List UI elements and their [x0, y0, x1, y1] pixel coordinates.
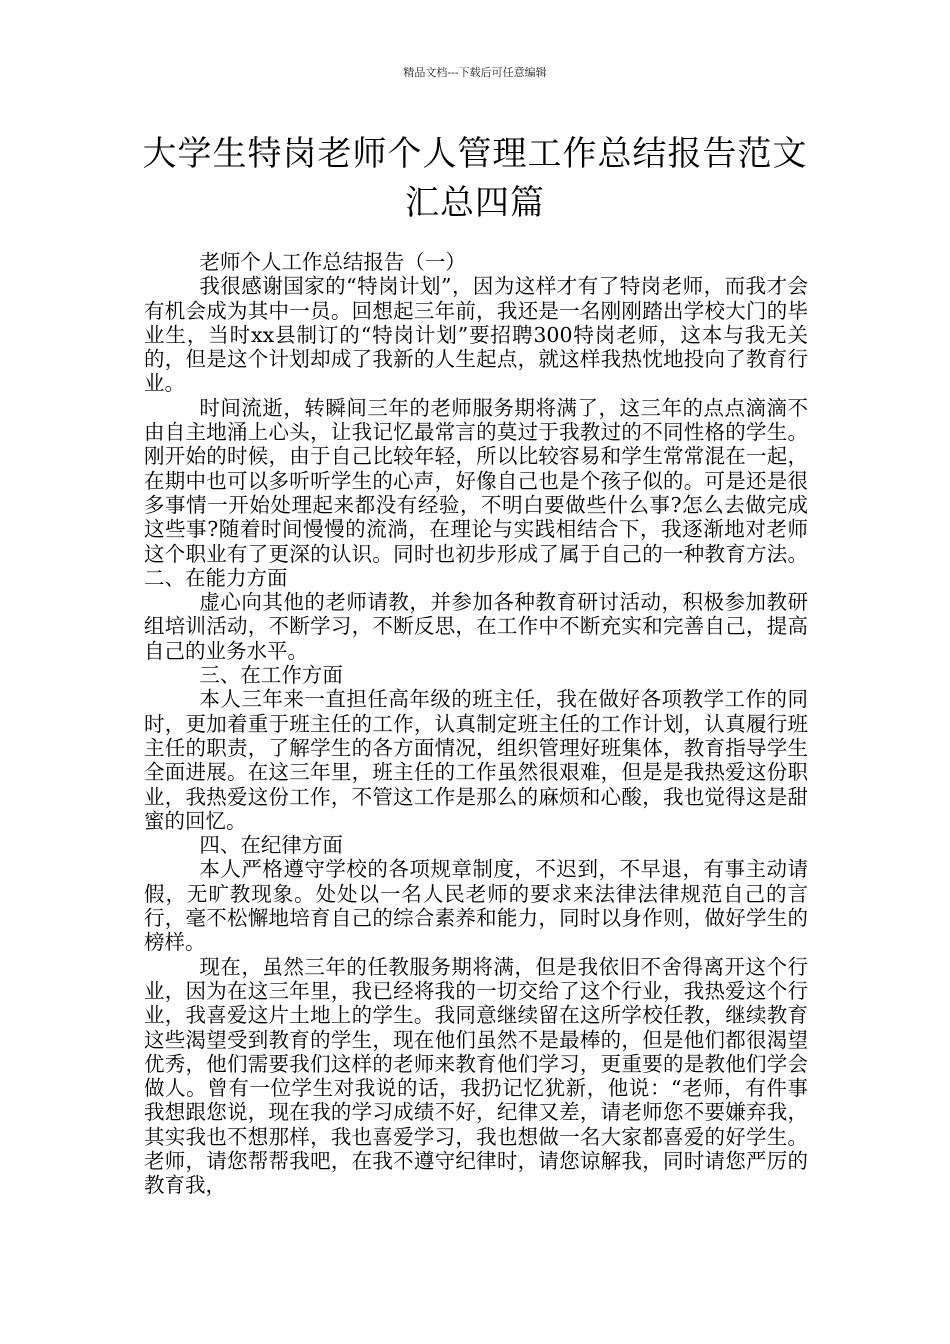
paragraph: 虚心向其他的老师请教，并参加各种教育研讨活动，积极参加教研组培训活动，不断学习，不断反思，在工作中不断充实和完善自己，提高自己的业务水平。: [144, 590, 808, 663]
document-title: 大学生特岗老师个人管理工作总结报告范文汇总四篇: [142, 134, 808, 223]
paragraph: 本人严格遵守学校的各项规章制度，不迟到，不早退，有事主动请假，无旷教现象。处处以一名人民老师的要求来法律法律规范自己的言行，毫不松懈地培育自己的综合素养和能力，同时以身作则，做好学生的榜样。: [144, 857, 808, 955]
section-heading: 老师个人工作总结报告（一）: [199, 250, 466, 274]
section-heading: 四、在纪律方面: [199, 833, 343, 858]
paragraph: 本人三年来一直担任高年级的班主任，我在做好各项教学工作的同时，更加着重于班主任的工作，认真制定班主任的工作计划，认真履行班主任的职责，了解学生的各方面情况，组织管理好班集体，教育指导学生全面进展。在这三年里，班主任的工作虽然很艰难，但是是我热爱这份职业，我热爱这份工作，不管这工作是那么的麻烦和心酸，我也觉得这是甜蜜的回忆。: [144, 687, 808, 833]
paragraph: 现在，虽然三年的任教服务期将满，但是我依旧不舍得离开这个行业，因为在这三年里，我已经将我的一切交给了这个行业，我热爱这个行业，我喜爱这片土地上的学生。我同意继续留在这所学校任教，继续教育这些渴望受到教育的学生，现在他们虽然不是最棒的，但是他们都很渴望优秀，他们需要我们这样的老师来教育他们学习，更重要的是教他们学会做人。曾有一位学生对我说的话，我扔记忆犹新，他说：“老师，有件事我想跟您说，现在我的学习成绩不好，纪律又差，请老师您不要嫌弃我，其实我也不想那样，我也喜爱学习，我也想做一名大家都喜爱的好学生。老师，请您帮帮我吧，在我不遵守纪律时，请您谅解我，同时请您严厉的教育我，: [144, 954, 808, 1198]
document-body: [144, 250, 808, 1198]
paragraph: 我很感谢国家的“特岗计划”，因为这样才有了特岗老师，而我才会有机会成为其中一员。回想起三年前，我还是一名刚刚踏出学校大门的毕业生，当时xx县制订的“特岗计划”要招聘300特岗老师，这本与我无关的，但是这个计划却成了我新的人生起点，就这样我热忱地投向了教育行业。: [144, 274, 808, 396]
paragraph: 时间流逝，转瞬间三年的老师服务期将满了，这三年的点点滴滴不由自主地涌上心头，让我记忆最常言的莫过于我教过的不同性格的学生。刚开始的时候，由于自己比较年轻，所以比较容易和学生常常混在一起，在期中也可以多听听学生的心声，好像自己也是个孩子似的。可是还是很多事情一开始处理起来都没有经验，不明白要做些什么事?怎么去做完成这些事?随着时间慢慢的流淌，在理论与实践相结合下，我逐渐地对老师这个职业有了更深的认识。同时也初步形成了属于自己的一种教育方法。二、在能力方面: [144, 395, 808, 590]
section-heading: 三、在工作方面: [199, 663, 343, 688]
header-note: 精品文档---下载后可任意编辑: [403, 66, 547, 79]
